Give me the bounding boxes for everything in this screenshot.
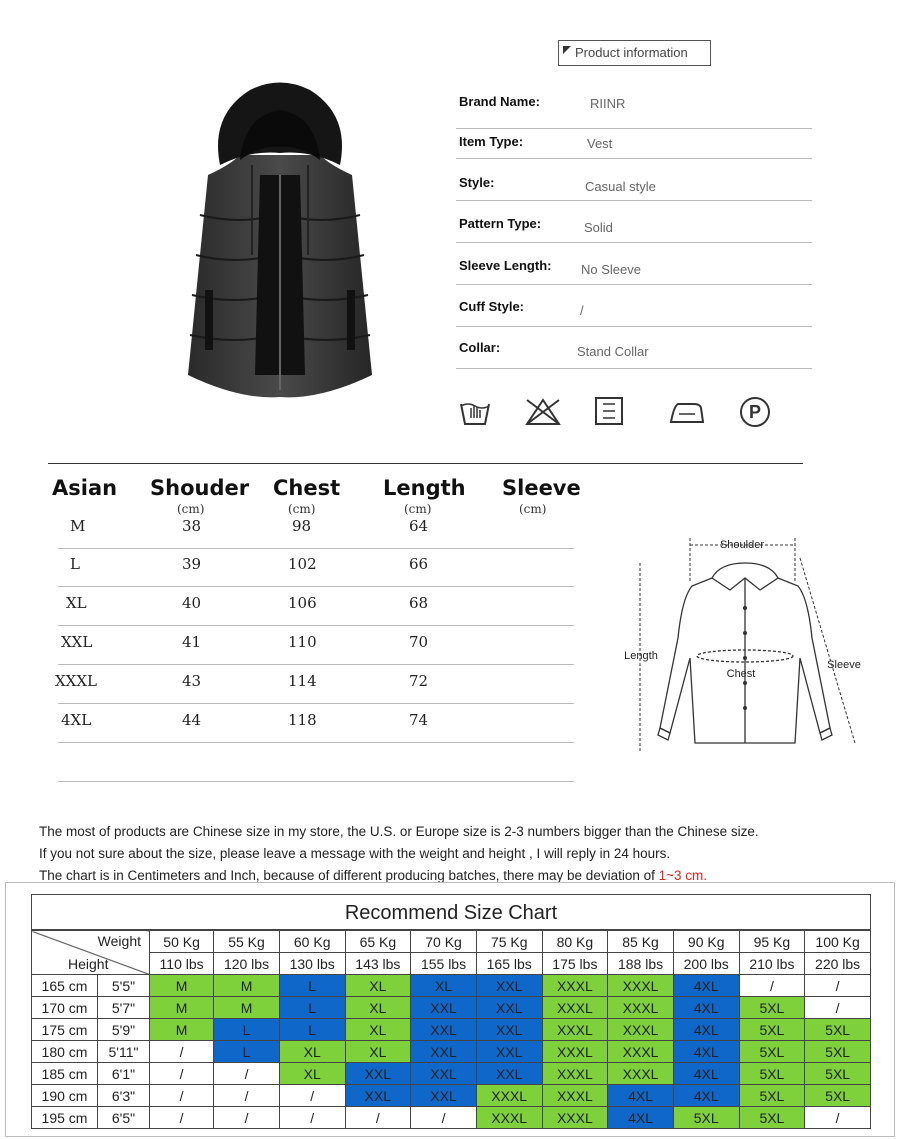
corner-marker-icon (563, 46, 571, 54)
size-cell: 5XL (739, 1019, 805, 1041)
lbs-header: 120 lbs (214, 953, 280, 975)
label-sleeve: Sleeve (827, 659, 861, 671)
size-cell: XL (279, 1063, 345, 1085)
recommend-row (32, 1085, 871, 1107)
height-cm: 190 cm (32, 1085, 98, 1107)
size-cell: / (345, 1107, 411, 1129)
lbs-header: 110 lbs (150, 953, 214, 975)
size-cell: / (150, 1085, 214, 1107)
size-cell: XXL (411, 1085, 477, 1107)
size-cell: XXL (476, 975, 542, 997)
size-cell: 4XL (673, 975, 739, 997)
iron-low-icon (668, 396, 706, 428)
size-cell: / (150, 1041, 214, 1063)
size-cell: 4XL (608, 1107, 674, 1129)
size-cell: XXL (476, 997, 542, 1019)
size-cell: / (805, 997, 871, 1019)
size-cell: M (150, 997, 214, 1019)
size-cell: XXXL (542, 997, 608, 1019)
size-row-empty (58, 744, 574, 782)
size-cell: L (279, 975, 345, 997)
label-chest: Chest (726, 668, 756, 680)
size-cell: XXXL (542, 1041, 608, 1063)
size-cell: XL (345, 975, 411, 997)
size-cell: / (279, 1107, 345, 1129)
size-row: XXXL 43 114 72 (58, 666, 574, 704)
lbs-header: 143 lbs (345, 953, 411, 975)
recommend-row (32, 997, 871, 1019)
size-cell: XXL (476, 1063, 542, 1085)
size-cell: XXXL (542, 1085, 608, 1107)
size-cell: XXL (411, 1063, 477, 1085)
size-cell: / (150, 1063, 214, 1085)
height-ft: 5'9" (98, 1019, 150, 1041)
size-cell: M (150, 1019, 214, 1041)
lbs-header: 188 lbs (608, 953, 674, 975)
size-cell: XXL (345, 1085, 411, 1107)
note-line-3: The chart is in Centimeters and Inch, because of different producing batches, there may be deviation of 1~3 cm. (39, 868, 708, 883)
size-cell: XXXL (608, 1063, 674, 1085)
unit-chest: (cm) (288, 502, 316, 516)
no-bleach-icon (523, 396, 563, 428)
size-cell: L (279, 997, 345, 1019)
size-cell: 4XL (673, 1085, 739, 1107)
size-cell: L (214, 1041, 280, 1063)
header-shoulder: Shouder (150, 476, 250, 500)
info-row-item-type: Item Type: Vest (456, 119, 812, 159)
header-chest: Chest (273, 476, 341, 500)
lbs-header: 130 lbs (279, 953, 345, 975)
kg-header: 100 Kg (805, 931, 871, 953)
height-cm: 185 cm (32, 1063, 98, 1085)
kg-header: 75 Kg (476, 931, 542, 953)
height-ft: 5'5" (98, 975, 150, 997)
recommend-row (32, 1019, 871, 1041)
height-cm: 165 cm (32, 975, 98, 997)
lbs-header: 165 lbs (476, 953, 542, 975)
section-divider (48, 463, 803, 464)
unit-length: (cm) (404, 502, 432, 516)
size-cell: XXXL (542, 1107, 608, 1129)
unit-sleeve: (cm) (519, 502, 547, 516)
size-cell: M (150, 975, 214, 997)
info-row-pattern-type: Pattern Type: Solid (456, 202, 812, 243)
product-photo-vest (180, 75, 380, 405)
recommend-row (32, 1063, 871, 1085)
line-dry-icon (592, 396, 626, 428)
size-cell: / (739, 975, 805, 997)
height-ft: 6'1" (98, 1063, 150, 1085)
height-cm: 170 cm (32, 997, 98, 1019)
corner-header: Weight Height (32, 931, 150, 975)
size-cell: 5XL (739, 1063, 805, 1085)
recommend-chart-title: Recommend Size Chart (31, 894, 871, 930)
header-length: Length (383, 476, 466, 500)
size-cell: 4XL (673, 1041, 739, 1063)
size-cell: XL (411, 975, 477, 997)
size-cell: 4XL (673, 1019, 739, 1041)
size-cell: / (214, 1085, 280, 1107)
size-cell: / (279, 1085, 345, 1107)
height-ft: 6'5" (98, 1107, 150, 1129)
info-row-brand: Brand Name: RIINR (456, 88, 812, 129)
size-cell: XXXL (476, 1085, 542, 1107)
label-length: Length (624, 650, 658, 662)
size-cell: 5XL (673, 1107, 739, 1129)
size-cell: 5XL (739, 1107, 805, 1129)
size-cell: 5XL (805, 1063, 871, 1085)
size-cell: XXXL (542, 975, 608, 997)
size-row: M 38 98 64 (58, 511, 574, 549)
header-sleeve: Sleeve (502, 476, 581, 500)
size-cell: XXXL (608, 1041, 674, 1063)
svg-text:P: P (748, 402, 762, 422)
size-cell: XXL (476, 1041, 542, 1063)
kg-header: 85 Kg (608, 931, 674, 953)
size-cell: XXXL (608, 1019, 674, 1041)
height-cm: 195 cm (32, 1107, 98, 1129)
size-cell: / (150, 1107, 214, 1129)
kg-header: 65 Kg (345, 931, 411, 953)
hand-wash-icon (458, 396, 492, 428)
kg-header: 50 Kg (150, 931, 214, 953)
height-ft: 5'11" (98, 1041, 150, 1063)
measurement-diagram (620, 528, 870, 758)
size-cell: XXL (411, 997, 477, 1019)
kg-header: 90 Kg (673, 931, 739, 953)
size-cell: / (805, 975, 871, 997)
lbs-header: 220 lbs (805, 953, 871, 975)
size-cell: 5XL (805, 1085, 871, 1107)
label-shoulder: Shoulder (719, 539, 765, 551)
size-row: 4XL 44 118 74 (58, 705, 574, 743)
height-ft: 5'7" (98, 997, 150, 1019)
size-cell: XXL (411, 1041, 477, 1063)
height-cm: 175 cm (32, 1019, 98, 1041)
size-cell: / (805, 1107, 871, 1129)
kg-header: 80 Kg (542, 931, 608, 953)
kg-header: 95 Kg (739, 931, 805, 953)
recommend-row (32, 1107, 871, 1129)
size-cell: 5XL (805, 1041, 871, 1063)
info-row-cuff-style: Cuff Style: / (456, 286, 812, 327)
lbs-header: 175 lbs (542, 953, 608, 975)
unit-shoulder: (cm) (177, 502, 205, 516)
size-cell: XXXL (542, 1063, 608, 1085)
lbs-header: 200 lbs (673, 953, 739, 975)
info-row-sleeve-length: Sleeve Length: No Sleeve (456, 244, 812, 285)
kg-header: 70 Kg (411, 931, 477, 953)
info-row-collar: Collar: Stand Collar (456, 328, 812, 369)
size-cell: XL (279, 1041, 345, 1063)
size-cell: 5XL (805, 1019, 871, 1041)
recommend-row (32, 975, 871, 997)
size-cell: XXL (476, 1019, 542, 1041)
size-row: XL 40 106 68 (58, 588, 574, 626)
size-cell: XXXL (608, 997, 674, 1019)
size-cell: M (214, 997, 280, 1019)
size-cell: XXL (411, 1019, 477, 1041)
size-cell: XL (345, 997, 411, 1019)
size-cell: M (214, 975, 280, 997)
header-asian: Asian (52, 476, 118, 500)
recommend-size-table (31, 930, 871, 1129)
size-row: L 39 102 66 (58, 549, 574, 587)
size-cell: 4XL (673, 1063, 739, 1085)
size-cell: 5XL (739, 997, 805, 1019)
size-cell: L (214, 1019, 280, 1041)
size-cell: XXXL (542, 1019, 608, 1041)
note-line-1: The most of products are Chinese size in my store, the U.S. or Europe size is 2-3 numbers bigger than the Chinese size. (39, 824, 759, 839)
size-cell: 5XL (739, 1085, 805, 1107)
recommend-rows (32, 975, 871, 1129)
height-cm: 180 cm (32, 1041, 98, 1063)
size-cell: L (279, 1019, 345, 1041)
size-cell: / (214, 1063, 280, 1085)
size-cell: 5XL (739, 1041, 805, 1063)
size-cell: / (411, 1107, 477, 1129)
size-cell: 4XL (673, 997, 739, 1019)
size-cell: XXXL (476, 1107, 542, 1129)
lbs-header: 210 lbs (739, 953, 805, 975)
deviation-value: 1~3 cm. (658, 868, 708, 883)
note-line-2: If you not sure about the size, please leave a message with the weight and height , I will reply in 24 hours. (39, 846, 671, 861)
recommend-row (32, 1041, 871, 1063)
size-cell: 4XL (608, 1085, 674, 1107)
dry-clean-p-icon (738, 396, 772, 428)
size-cell: XXXL (608, 975, 674, 997)
size-row: XXL 41 110 70 (58, 627, 574, 665)
product-information-title: Product information (558, 40, 711, 66)
height-ft: 6'3" (98, 1085, 150, 1107)
lbs-header: 155 lbs (411, 953, 477, 975)
info-row-style: Style: Casual style (456, 160, 812, 201)
kg-header: 55 Kg (214, 931, 280, 953)
size-cell: / (214, 1107, 280, 1129)
size-cell: XXL (345, 1063, 411, 1085)
size-cell: XL (345, 1019, 411, 1041)
kg-header: 60 Kg (279, 931, 345, 953)
size-cell: XL (345, 1041, 411, 1063)
